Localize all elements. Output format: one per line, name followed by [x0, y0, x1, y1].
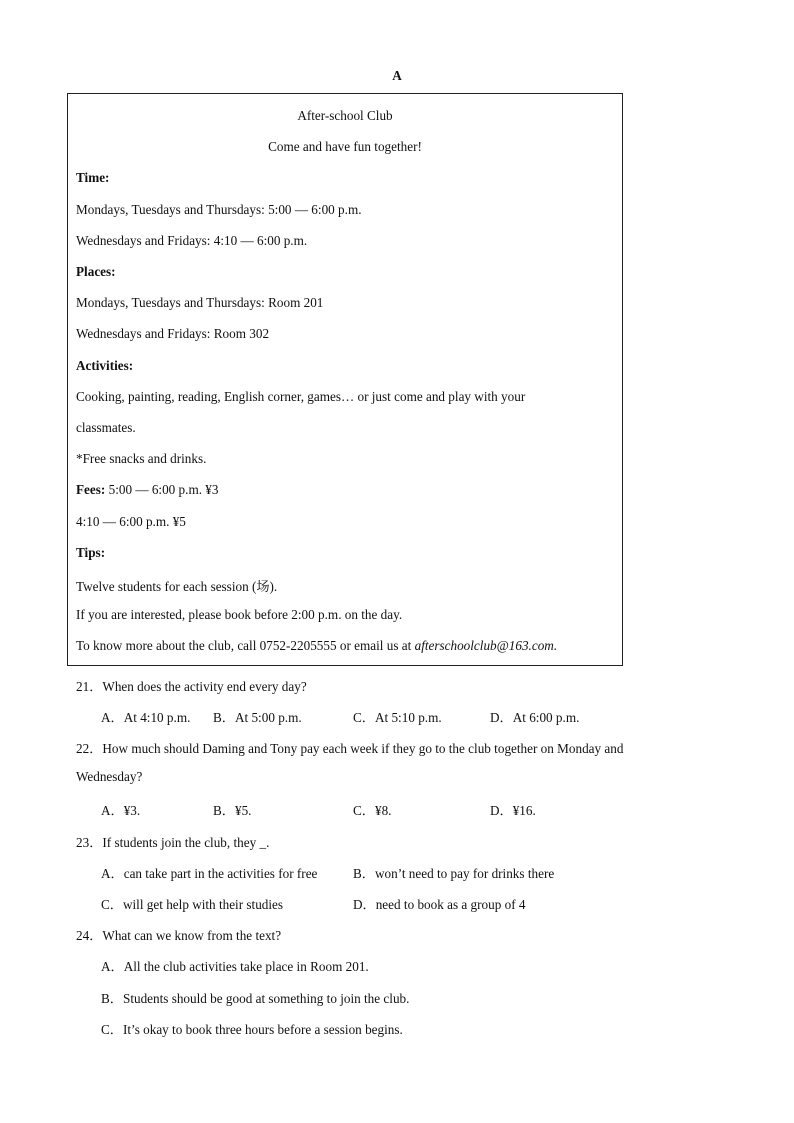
question-21	[76, 676, 307, 695]
question-stem: How much should Daming and Tony pay each week if they go to the club together on Monday and	[102, 741, 624, 756]
fees-line-1	[76, 482, 219, 498]
option-23-c[interactable]: C．will get help with their studies	[101, 897, 284, 912]
question-stem: When does the activity end every day?	[102, 679, 307, 694]
places-label: Places:	[76, 264, 116, 279]
fees-label: Fees:	[76, 482, 106, 497]
tips-line-3-text: To know more about the club, call 0752-2205555 or email us at	[76, 638, 415, 653]
question-22	[76, 738, 623, 757]
option-22-a[interactable]: A．¥3.	[101, 803, 141, 818]
option-21-d[interactable]: D．At 6:00 p.m.	[490, 710, 580, 725]
tips-line-3	[76, 638, 557, 654]
notice-subtitle: Come and have fun together!	[268, 139, 422, 154]
notice-title: After-school Club	[297, 108, 393, 123]
option-24-c[interactable]: C．It’s okay to book three hours before a session begins.	[101, 1022, 403, 1037]
question-number: 21．	[76, 679, 103, 694]
option-22-d[interactable]: D．¥16.	[490, 803, 536, 818]
question-22-stem-cont: Wednesday?	[76, 769, 143, 784]
option-23-d[interactable]: D．need to book as a group of 4	[353, 897, 526, 912]
time-line-2: Wednesdays and Fridays: 4:10 — 6:00 p.m.	[76, 233, 308, 248]
option-21-c[interactable]: C．At 5:10 p.m.	[353, 710, 442, 725]
option-22-b[interactable]: B．¥5.	[213, 803, 252, 818]
tips-line-2: If you are interested, please book before 2:00 p.m. on the day.	[76, 607, 403, 622]
option-21-a[interactable]: A．At 4:10 p.m.	[101, 710, 191, 725]
places-line-2: Wednesdays and Fridays: Room 302	[76, 326, 270, 341]
option-24-b[interactable]: B．Students should be good at something to join the club.	[101, 991, 410, 1006]
places-line-1: Mondays, Tuesdays and Thursdays: Room 201	[76, 295, 324, 310]
activities-label: Activities:	[76, 358, 134, 373]
question-23	[76, 832, 269, 851]
option-24-a[interactable]: A．All the club activities take place in Room 201.	[101, 959, 369, 974]
option-23-a[interactable]: A．can take part in the activities for free	[101, 866, 318, 881]
question-number: 22．	[76, 741, 103, 756]
tips-line-1: Twelve students for each session (场).	[76, 579, 278, 594]
time-line-1: Mondays, Tuesdays and Thursdays: 5:00 — 6:00 p.m.	[76, 202, 362, 217]
time-label: Time:	[76, 170, 110, 185]
email-link[interactable]: afterschoolclub@163.com.	[414, 638, 558, 653]
activities-line-1: Cooking, painting, reading, English corner, games… or just come and play with your	[76, 389, 526, 404]
section-letter: A	[392, 68, 402, 83]
tips-label: Tips:	[76, 545, 106, 560]
question-stem: If students join the club, they _.	[102, 835, 270, 850]
option-22-c[interactable]: C．¥8.	[353, 803, 392, 818]
activities-line-2: classmates.	[76, 420, 136, 435]
fees-line-2: 4:10 — 6:00 p.m. ¥5	[76, 514, 186, 529]
free-note: *Free snacks and drinks.	[76, 451, 207, 466]
option-23-b[interactable]: B．won’t need to pay for drinks there	[353, 866, 555, 881]
question-number: 23．	[76, 835, 103, 850]
option-21-b[interactable]: B．At 5:00 p.m.	[213, 710, 302, 725]
question-number: 24．	[76, 928, 103, 943]
question-stem: What can we know from the text?	[102, 928, 282, 943]
notice-box	[67, 93, 623, 666]
question-24	[76, 925, 281, 944]
fees-value-1: 5:00 — 6:00 p.m. ¥3	[108, 482, 219, 497]
